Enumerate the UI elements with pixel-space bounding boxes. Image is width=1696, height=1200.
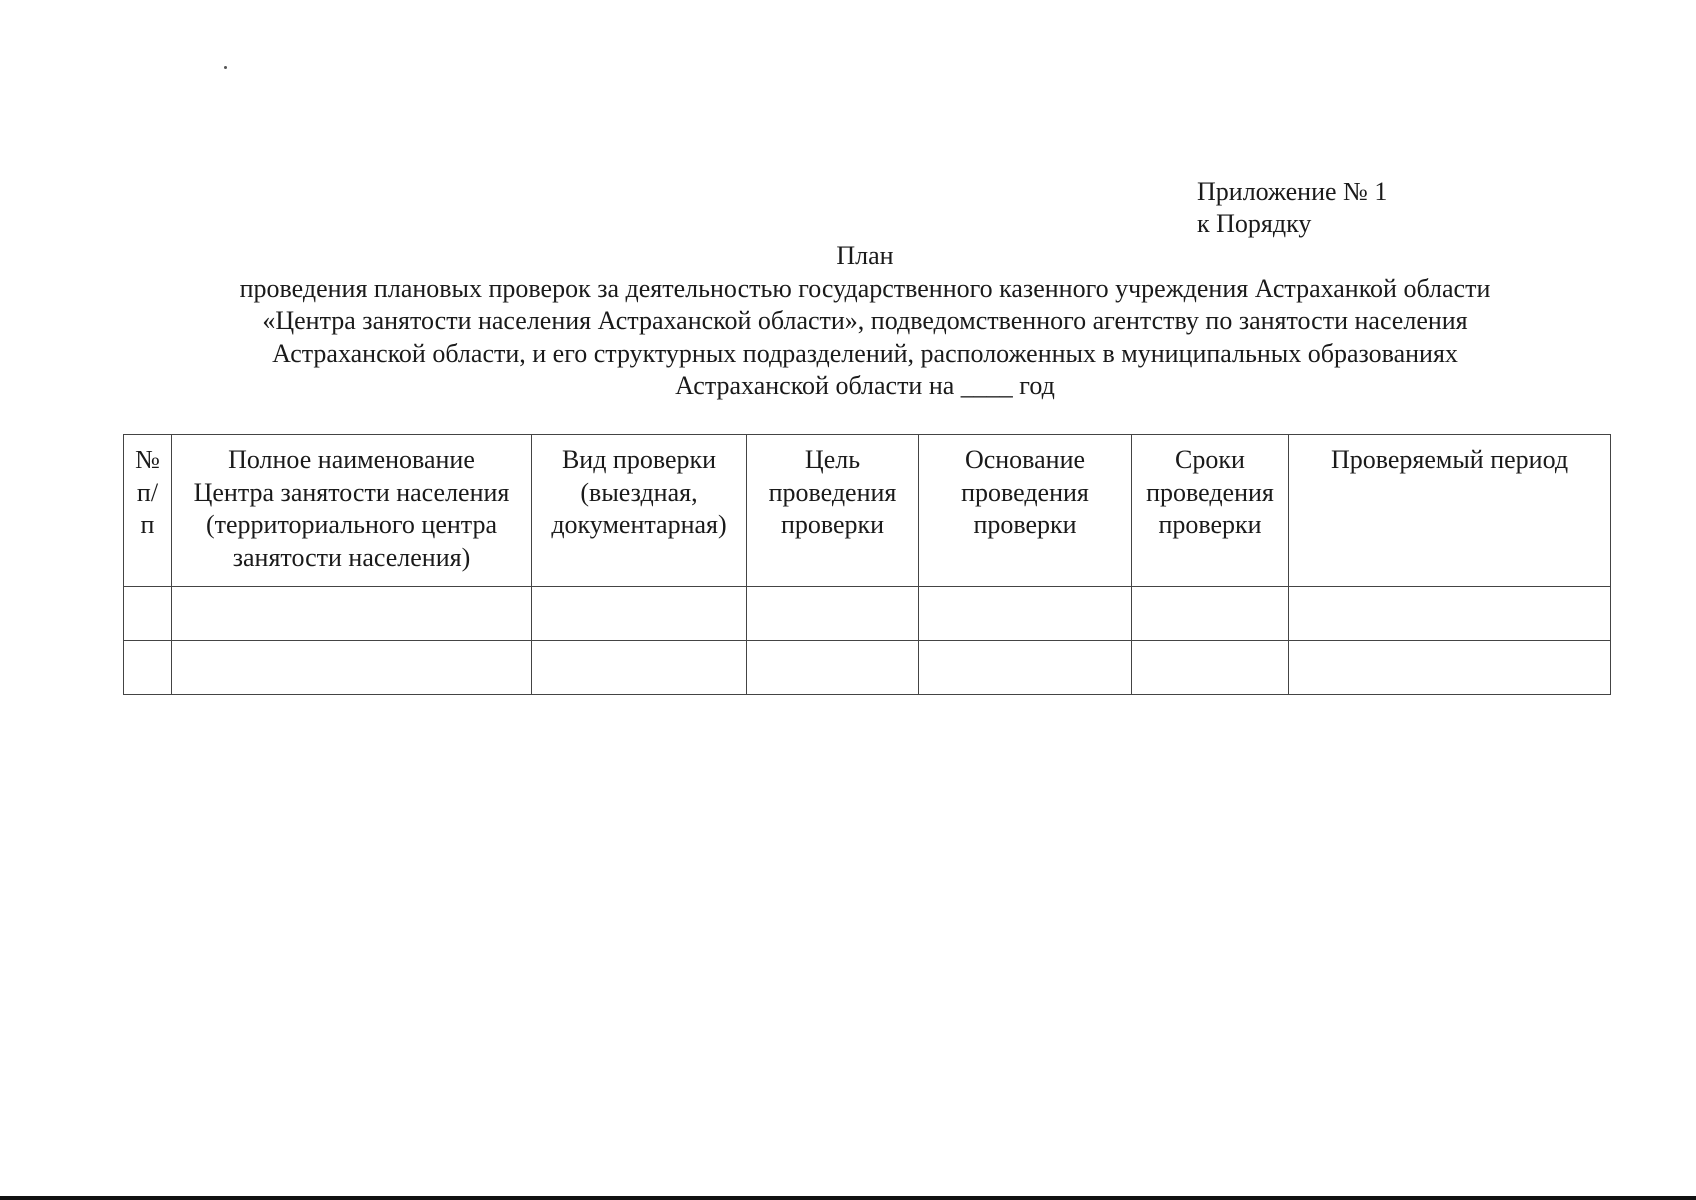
appendix-number: Приложение № 1 bbox=[1197, 177, 1388, 206]
title-line-2: «Центра занятости населения Астраханской области», подведомственного агентству по занятости населения bbox=[262, 306, 1468, 335]
table-cell bbox=[1289, 587, 1611, 641]
header-dates: Сроки проведения проверки bbox=[1132, 435, 1289, 587]
title-line-3: Астраханской области, и его структурных подразделений, расположенных в муниципальных образованиях bbox=[272, 338, 1458, 368]
header-grounds: Основание проведения проверки bbox=[919, 435, 1132, 587]
scan-speck bbox=[224, 66, 227, 69]
appendix-note bbox=[1197, 176, 1387, 240]
title-line-1: проведения плановых проверок за деятельностью государственного казенного учреждения Астраханкой области bbox=[239, 273, 1491, 303]
header-period: Проверяемый период bbox=[1289, 435, 1611, 587]
table-cell bbox=[747, 587, 919, 641]
table-cell bbox=[1289, 641, 1611, 695]
header-inspection-type: Вид проверки (выездная, документарная) bbox=[532, 435, 747, 587]
table-cell bbox=[1132, 587, 1289, 641]
table-cell bbox=[124, 587, 172, 641]
table-row bbox=[124, 641, 1611, 695]
appendix-reference: к Порядку bbox=[1197, 209, 1312, 238]
inspection-plan-table bbox=[123, 434, 1611, 695]
table-cell bbox=[532, 641, 747, 695]
table-cell bbox=[1132, 641, 1289, 695]
table-cell bbox=[532, 587, 747, 641]
document-title bbox=[150, 240, 1580, 403]
header-purpose: Цель проведения проверки bbox=[747, 435, 919, 587]
header-full-name: Полное наименование Центра занятости населения (территориального центра занятости населения) bbox=[172, 435, 532, 587]
table-cell bbox=[172, 587, 532, 641]
table-cell bbox=[919, 587, 1132, 641]
header-number: № п/ п bbox=[124, 435, 172, 587]
title-heading: План bbox=[836, 241, 894, 270]
table-cell bbox=[172, 641, 532, 695]
title-line-4: Астраханской области на ____ год bbox=[675, 371, 1055, 400]
scan-bottom-edge bbox=[0, 1196, 1696, 1200]
table-cell bbox=[919, 641, 1132, 695]
table-cell bbox=[747, 641, 919, 695]
table-header-row bbox=[124, 435, 1611, 587]
table-cell bbox=[124, 641, 172, 695]
table-row bbox=[124, 587, 1611, 641]
